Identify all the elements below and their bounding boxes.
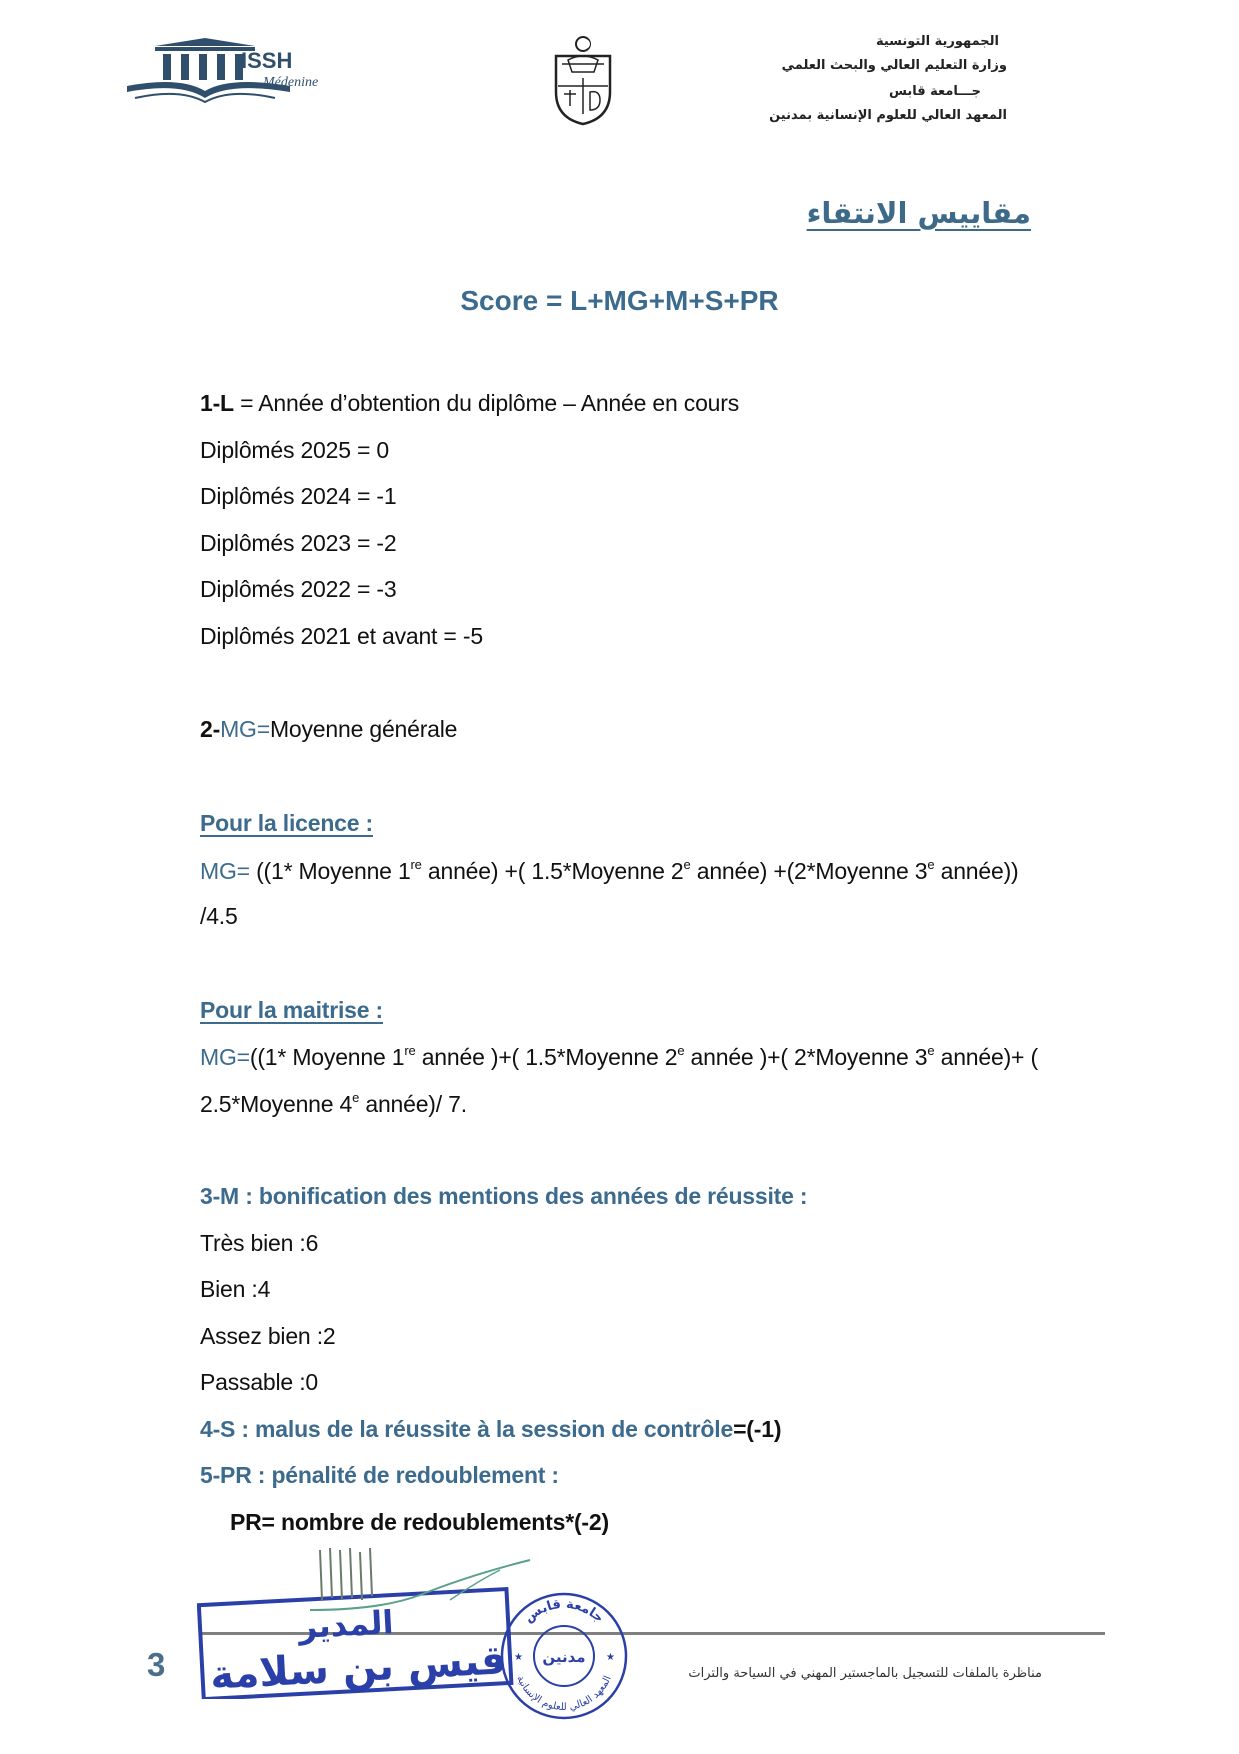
list-item: Diplômés 2023 = -2: [200, 530, 397, 556]
header-ministry: وزارة التعليم العالي والبحث العلمي: [781, 58, 1007, 73]
section3-heading: 3-M : bonification des mentions des années de réussite :: [200, 1183, 808, 1209]
svg-text:★: ★: [606, 1652, 615, 1663]
institute-round-stamp: [496, 1588, 632, 1724]
page-title-arabic: مقاييس الانتقاء: [806, 196, 1031, 230]
list-item: Très bien :6: [200, 1230, 319, 1256]
svg-text:★: ★: [514, 1652, 523, 1663]
stamp-title: المدير: [297, 1603, 395, 1646]
maitrise-formula: MG=((1* Moyenne 1re année )+( 1.5*Moyenne 2e année )+( 2*Moyenne 3e année)+ (: [200, 1043, 1038, 1070]
section1-definition: 1-L = Année d’obtention du diplôme – Année en cours: [200, 390, 740, 416]
licence-heading: Pour la licence :: [200, 810, 373, 836]
round-stamp-bottom: المعهد العالي للعلوم الإنسانية: [514, 1674, 614, 1714]
list-item: Diplômés 2025 = 0: [200, 437, 390, 463]
list-item: Diplômés 2021 et avant = -5: [200, 623, 483, 649]
score-formula: Score = L+MG+M+S+PR: [460, 285, 779, 316]
tunisia-emblem-icon: [548, 34, 618, 126]
footer-text: مناظرة بالملفات للتسجيل بالماجستير المهني في السياحة والتراث: [688, 1666, 1042, 1681]
maitrise-heading: Pour la maitrise :: [200, 997, 384, 1023]
maitrise-formula-cont: 2.5*Moyenne 4e année)/ 7.: [200, 1090, 467, 1117]
licence-formula: MG= ((1* Moyenne 1re année) +( 1.5*Moyenne 2e année) +(2*Moyenne 3e année)): [200, 857, 1019, 884]
header-institute: المعهد العالي للعلوم الإنسانية بمدنين: [769, 108, 1007, 123]
list-item: Bien :4: [200, 1276, 271, 1302]
section2-definition: 2-MG=Moyenne générale: [200, 716, 458, 742]
list-item: Passable :0: [200, 1369, 318, 1395]
page-number: 3: [147, 1646, 166, 1683]
round-stamp-center: مدنين: [542, 1648, 586, 1666]
section4-line: 4-S : malus de la réussite à la session de contrôle=(-1): [200, 1416, 782, 1442]
licence-formula-cont: /4.5: [200, 903, 238, 929]
section5-formula: PR= nombre de redoublements*(-2): [230, 1509, 609, 1535]
stamp-name: قيس بن سلامة: [209, 1637, 508, 1699]
list-item: Diplômés 2022 = -3: [200, 576, 397, 602]
header-university: جـــامعة قابس: [888, 84, 981, 99]
list-item: Assez bien :2: [200, 1323, 336, 1349]
logo-subname: Médenine: [263, 75, 319, 90]
round-stamp-top: جامعة قابس: [521, 1596, 607, 1627]
list-item: Diplômés 2024 = -1: [200, 483, 397, 509]
header-republic: الجمهورية التونسية: [875, 34, 999, 49]
logo-name: ISSH: [241, 48, 293, 73]
issh-logo: [125, 36, 345, 112]
section5-heading: 5-PR : pénalité de redoublement :: [200, 1462, 559, 1488]
